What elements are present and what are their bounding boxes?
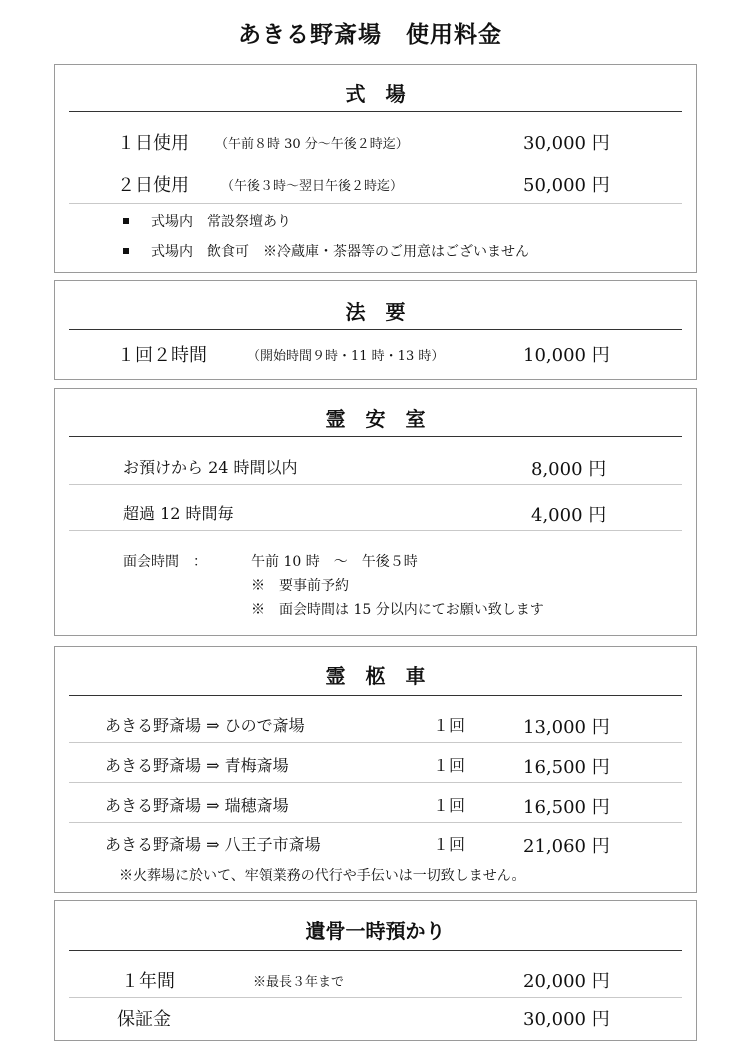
ikotsu-row-note: ※最長３年まで — [253, 975, 345, 990]
reikyusha-heading: 霊 柩 車 — [325, 664, 426, 688]
reianshitsu-divider — [69, 484, 682, 485]
hearse-price: 16,500 円 — [523, 797, 610, 818]
hearse-count: １回 — [433, 835, 466, 854]
shikijo-row-note: （午前８時 30 分〜午後２時迄） — [215, 137, 409, 152]
visit-label: 面会時間 ： — [123, 554, 207, 570]
ikotsu-row-price: 30,000 円 — [523, 1009, 610, 1030]
reikyusha-section — [54, 646, 697, 893]
houyou-row-price: 10,000 円 — [523, 345, 610, 366]
hearse-count: １回 — [433, 756, 466, 775]
reikyusha-divider — [69, 782, 682, 783]
hearse-route: あきる野斎場 ⇒ 八王子市斎場 — [105, 835, 321, 854]
hearse-route: あきる野斎場 ⇒ 瑞穂斎場 — [105, 796, 289, 815]
houyou-row-label: １回２時間 — [117, 345, 207, 366]
houyou-section — [54, 280, 697, 380]
reianshitsu-row-price: 4,000 円 — [531, 505, 607, 526]
ikotsu-heading-rule — [69, 950, 682, 951]
visit-note: ※ 面会時間は 15 分以内にてお願い致します — [251, 602, 544, 618]
hearse-count: １回 — [433, 796, 466, 815]
ikotsu-row-label: 保証金 — [117, 1009, 171, 1030]
reianshitsu-heading: 霊 安 室 — [325, 407, 426, 431]
reianshitsu-row-price: 8,000 円 — [531, 459, 607, 480]
ikotsu-row-price: 20,000 円 — [523, 971, 610, 992]
hearse-count: １回 — [433, 716, 466, 735]
houyou-heading-rule — [69, 329, 682, 330]
houyou-heading: 法 要 — [345, 300, 406, 324]
houyou-row-note: （開始時間９時・11 時・13 時） — [247, 349, 445, 364]
shikijo-heading: 式 場 — [345, 82, 406, 106]
reikyusha-heading-rule — [69, 695, 682, 696]
hearse-price: 16,500 円 — [523, 757, 610, 778]
shikijo-row-price: 30,000 円 — [523, 133, 610, 154]
shikijo-row-label: ２日使用 — [117, 175, 189, 196]
reianshitsu-divider — [69, 530, 682, 531]
hearse-price: 13,000 円 — [523, 717, 610, 738]
page-title: あきる野斎場 使用料金 — [238, 21, 502, 48]
shikijo-row-price: 50,000 円 — [523, 175, 610, 196]
ikotsu-row-label: １年間 — [121, 971, 175, 992]
shikijo-row-note: （午後３時〜翌日午後２時迄） — [221, 179, 404, 194]
hearse-price: 21,060 円 — [523, 836, 610, 857]
reikyusha-divider — [69, 822, 682, 823]
hearse-route: あきる野斎場 ⇒ 青梅斎場 — [105, 756, 289, 775]
reikyusha-divider — [69, 742, 682, 743]
shikijo-row-label: １日使用 — [117, 133, 189, 154]
visit-note: ※ 要事前予約 — [251, 578, 349, 594]
shikijo-section — [54, 64, 697, 273]
bullet-icon — [123, 248, 129, 254]
ikotsu-heading: 遺骨一時預かり — [305, 919, 446, 943]
ikotsu-section — [54, 900, 697, 1041]
reianshitsu-heading-rule — [69, 436, 682, 437]
reianshitsu-row-label: 超過 12 時間毎 — [123, 504, 234, 523]
hearse-footnote: ※火葬場に於いて、牢領業務の代行や手伝いは一切致しません。 — [119, 868, 526, 884]
reianshitsu-row-label: お預けから 24 時間以内 — [123, 458, 298, 477]
bullet-icon — [123, 218, 129, 224]
shikijo-bullet-text: 式場内 飲食可 ※冷蔵庫・茶器等のご用意はございません — [151, 244, 529, 260]
visit-time: 午前 10 時 〜 午後５時 — [251, 554, 418, 570]
shikijo-bullet-text: 式場内 常設祭壇あり — [151, 214, 291, 230]
shikijo-heading-rule — [69, 111, 682, 112]
hearse-route: あきる野斎場 ⇒ ひので斎場 — [105, 716, 305, 735]
reianshitsu-section — [54, 388, 697, 636]
ikotsu-divider — [69, 997, 682, 998]
shikijo-divider — [69, 203, 682, 204]
